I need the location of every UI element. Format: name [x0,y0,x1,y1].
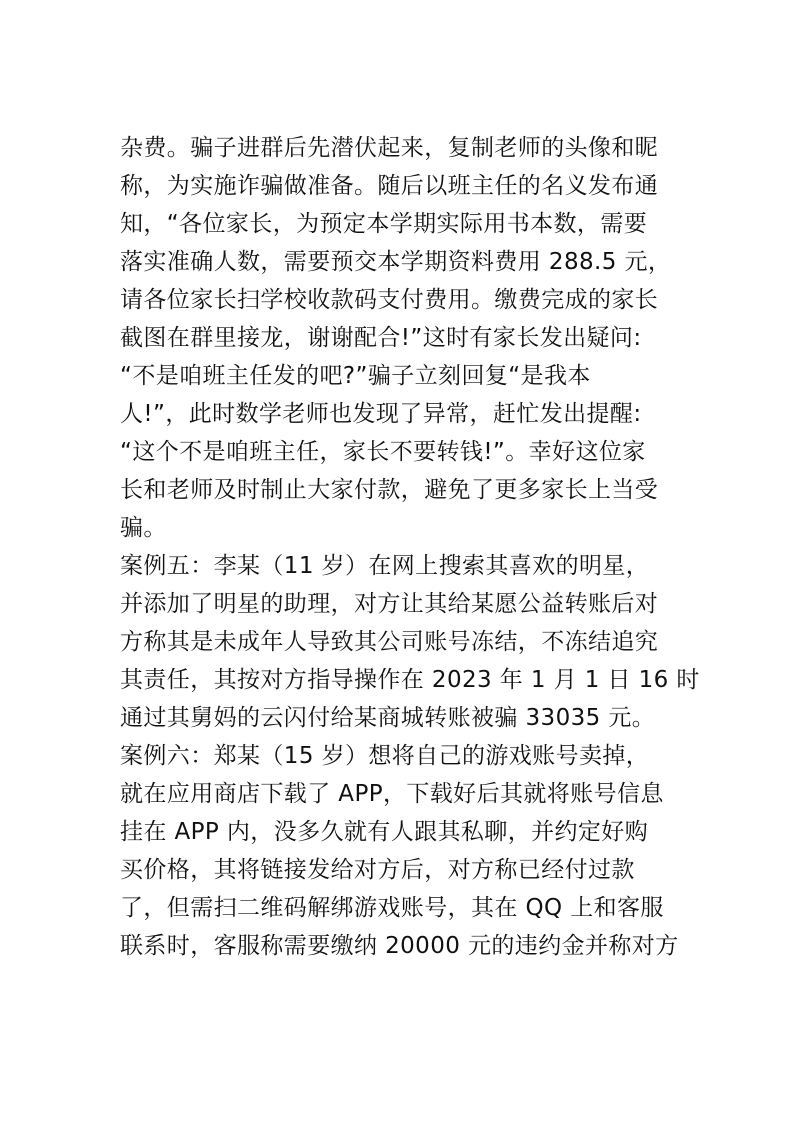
case-six-heading-line: 案例六：郑某（15 岁）想将自己的游戏账号卖掉， [120,743,650,769]
paragraph-line: 通过其舅妈的云闪付给某商城转账被骗 33035 元。 [120,705,656,731]
paragraph-line: 骗。 [120,515,167,541]
paragraph-line: “不是咱班主任发的吧?”骗子立刻回复“是我本 [120,363,591,389]
paragraph-line: 联系时，客服称需要缴纳 20000 元的违约金并称对方 [120,933,679,959]
paragraph-line: 并添加了明星的助理，对方让其给某愿公益转账后对 [120,591,659,617]
paragraph-line: “这个不是咱班主任，家长不要转钱!”。幸好这位家 [120,439,646,465]
paragraph-line: 挂在 APP 内，没多久就有人跟其私聊，并约定好购 [120,819,649,845]
paragraph-line: 知，“各位家长，为预定本学期实际用书本数，需要 [120,211,648,237]
paragraph-line: 方称其是未成年人导致其公司账号冻结，不冻结追究 [120,629,659,655]
paragraph-line: 称，为实施诈骗做准备。随后以班主任的名义发布通 [120,173,659,199]
paragraph-line: 买价格，其将链接发给对方后，对方称已经付过款 [120,857,635,883]
paragraph-line: 就在应用商店下载了 APP，下载好后其就将账号信息 [120,781,664,807]
paragraph-line: 人!”，此时数学老师也发现了异常，赶忙发出提醒: [120,401,642,427]
paragraph-line: 长和老师及时制止大家付款，避免了更多家长上当受 [120,477,659,503]
paragraph-line: 请各位家长扫学校收款码支付费用。缴费完成的家长 [120,287,659,313]
paragraph-line: 了，但需扫二维码解绑游戏账号，其在 QQ 上和客服 [120,895,664,921]
case-five-heading-line: 案例五：李某（11 岁）在网上搜索其喜欢的明星， [120,553,650,579]
paragraph-line: 截图在群里接龙，谢谢配合!”这时有家长发出疑问: [120,325,642,351]
paragraph-line: 落实准确人数，需要预交本学期资料费用 288.5 元， [120,249,672,275]
paragraph-line: 杂费。骗子进群后先潜伏起来，复制老师的头像和昵 [120,135,659,161]
paragraph-line: 其责任，其按对方指导操作在 2023 年 1 月 1 日 16 时 [120,667,700,693]
